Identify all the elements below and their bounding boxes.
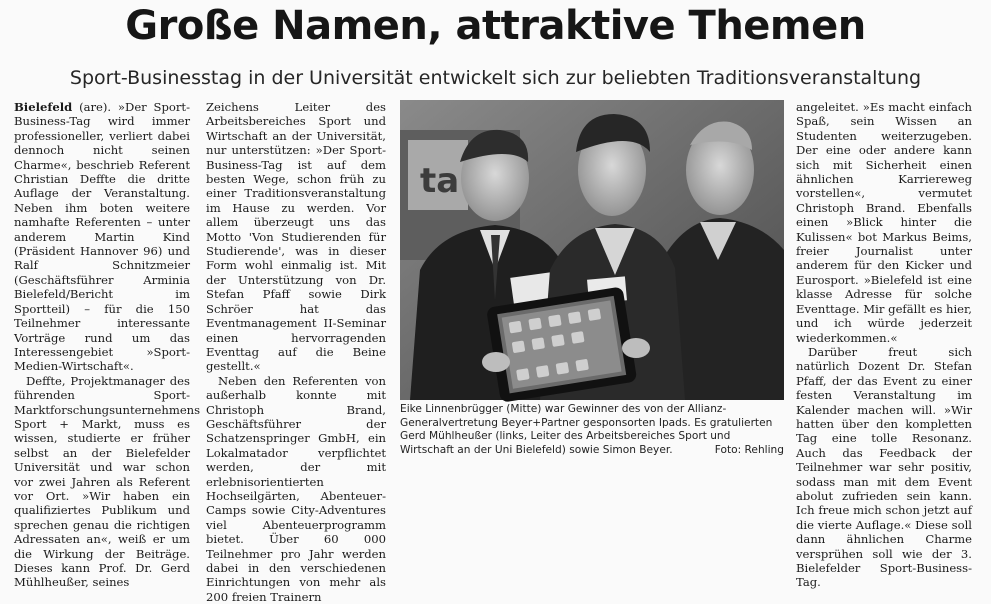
- headline: Große Namen, attraktive Themen: [125, 3, 866, 49]
- paragraph: Zeichens Leiter des Arbeitsbereiches Sport und Wirtschaft an der Universität, nur unterstützen: »Der Sport-Business-Tag ist auf dem besten Wege, schon früh zu einer Traditionsveranstaltung im Hause zu werden. Vor allem überzeugt uns das Motto 'Von Studierenden für Studierende', was in dieser Form wohl einmalig ist. Mit der Unterstützung von Dr. Stefan Pfaff sowie Dirk Schröer hat das Eventmanagement II-Seminar einen hervorragenden Eventtag auf die Beine gestellt.«: [206, 100, 386, 374]
- article-column-1: [14, 100, 201, 590]
- paragraph: Neben den Referenten von außerhalb konnte mit Christoph Brand, Geschäftsführer der Schatzenspringer GmbH, ein Lokalmatador verpflichtet werden, der mit erlebnisorientierten Hochseilgärten, Abenteuer-Camps sowie City-Adventures viel Abenteuerprogramm bietet. Über 60 000 Teilnehmer pro Jahr werden dabei in den verschiedenen Einrichtungen von mehr als 200 freien Trainern: [206, 373, 386, 604]
- paragraph: Darüber freut sich natürlich Dozent Dr. Stefan Pfaff, der das Event zu einer festen Veranstaltung im Kalender machen will. »Wir hatten über den kompletten Tag eine tolle Resonanz. Auch das Feedback der Teilnehmer war sehr positiv, sodass man mit dem Event abolut zufrieden sein kann. Ich freue mich schon jetzt auf die vierte Auflage.« Diese soll dann ähnlichen Charme versprühen soll wie der 3. Bielefelder Sport-Business-Tag.: [796, 344, 972, 590]
- lead-text: (are). »Der Sport-Business-Tag wird immer professioneller, verliert dabei dennoch nicht seinen Charme«, beschrieb Referent Christian Deffte die dritte Auflage der Veranstaltung. Neben ihm boten weitere namhafte Referenten – unter anderem Martin Kind (Präsident Hannover 96) und Ralf Schnitzmeier (Geschäftsführer Arminia Bielefeld/Bericht im Sportteil) – für die 150 Teilnehmer interessante Vorträge rund um das Interessengebiet »Sport-Medien-Wirtschaft«.: [14, 100, 190, 374]
- paragraph: [14, 100, 190, 374]
- background-sign-text: ta: [420, 161, 460, 201]
- paragraph: angeleitet. »Es macht einfach Spaß, sein Wissen an Studenten weiterzugeben. Der eine oder andere kann sich mit Sicherheit einen ähnlichen Karriereweg vorstellen«, vermutet Christoph Brand. Ebenfalls einen »Blick hinter die Kulissen« bot Markus Beims, freier Journalist unter anderem für den Kicker und Eurosport. »Bielefeld ist eine klasse Adresse für solche Eventtage. Mir gefällt es hier, und ich würde jederzeit wiederkommen.«: [796, 100, 972, 345]
- article-column-2: [206, 100, 386, 604]
- article-column-3: [796, 100, 972, 590]
- photo-caption: [400, 403, 784, 457]
- photo-credit: Foto: Rehling: [714, 443, 784, 456]
- dateline: Bielefeld: [14, 100, 73, 114]
- subheadline: Sport-Businesstag in der Universität entwickelt sich zur beliebten Traditionsveranstaltung: [69, 67, 922, 89]
- caption-text: Eike Linnenbrügger (Mitte) war Gewinner des von der Allianz-Generalvertretung Beyer+Partner gesponsorten Ipads. Es gratulierten Gerd Mühlheußer (links, Leiter des Arbeitsbereiches Sport und Wirtschaft an der Uni Bielefeld) sowie Simon Beyer.: [400, 403, 773, 456]
- photo-illustration: [400, 100, 784, 400]
- paragraph: Deffte, Projektmanager des führenden Sport-Marktforschungsunternehmens Sport + Markt, muss es wissen, studierte er früher selbst an der Bielefelder Universität und war schon vor zwei Jahren als Referent vor Ort. »Wir haben ein qualifiziertes Publikum und sprechen genau die richtigen Adressaten an«, weiß er um die Wirkung der Beiträge. Dieses kann Prof. Dr. Gerd Mühlheußer, seines: [14, 373, 201, 590]
- news-photo: [400, 100, 784, 400]
